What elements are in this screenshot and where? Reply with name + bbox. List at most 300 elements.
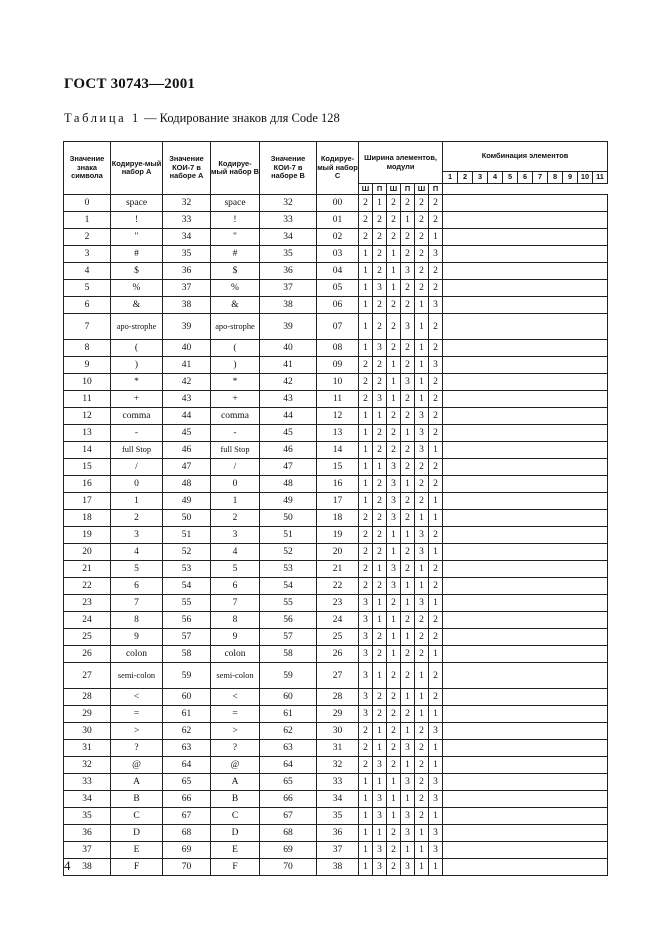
code-c-cell: 25 (317, 629, 359, 646)
code-a-cell: D (111, 825, 163, 842)
space-width-cell: 2 (429, 663, 443, 689)
koi-a-cell: 56 (163, 612, 211, 629)
koi-b-cell: 70 (260, 859, 317, 876)
code-c-cell: 23 (317, 595, 359, 612)
bar-width-cell: 2 (387, 842, 401, 859)
element-combination-cell (443, 774, 608, 791)
koi-b-cell: 49 (260, 493, 317, 510)
symbol-value-cell: 20 (64, 544, 111, 561)
table-row (64, 663, 608, 689)
table-row (64, 595, 608, 612)
space-width-cell: 1 (401, 212, 415, 229)
symbol-value-cell: 33 (64, 774, 111, 791)
code-c-cell: 10 (317, 374, 359, 391)
space-width-cell: 1 (401, 527, 415, 544)
symbol-value-cell: 6 (64, 297, 111, 314)
code-a-cell: % (111, 280, 163, 297)
space-width-cell: 1 (373, 663, 387, 689)
code-c-cell: 27 (317, 663, 359, 689)
koi-a-cell: 34 (163, 229, 211, 246)
element-combination-cell (443, 757, 608, 774)
element-combination-cell (443, 842, 608, 859)
koi-b-cell: 35 (260, 246, 317, 263)
symbol-value-cell: 29 (64, 706, 111, 723)
bar-width-cell: 3 (415, 544, 429, 561)
bar-width-cell: 1 (415, 859, 429, 876)
bar-width-cell: 2 (387, 229, 401, 246)
table-row (64, 314, 608, 340)
element-combination-cell (443, 425, 608, 442)
header-widths: Ширина элементов, модули (359, 142, 443, 184)
bar-width-cell: 1 (415, 297, 429, 314)
module-number-header: 2 (458, 172, 473, 184)
koi-b-cell: 38 (260, 297, 317, 314)
bar-width-cell: 2 (359, 391, 373, 408)
space-width-cell: 2 (429, 408, 443, 425)
space-width-cell: 2 (429, 195, 443, 212)
element-combination-cell (443, 476, 608, 493)
space-width-cell: 2 (373, 629, 387, 646)
code-c-cell: 05 (317, 280, 359, 297)
element-combination-cell (443, 706, 608, 723)
code-b-cell: 2 (211, 510, 260, 527)
space-width-cell: 3 (373, 791, 387, 808)
bar-width-cell: 1 (415, 510, 429, 527)
space-width-cell: 1 (401, 578, 415, 595)
symbol-value-cell: 15 (64, 459, 111, 476)
bar-width-cell: 2 (359, 757, 373, 774)
bar-width-cell: 2 (415, 459, 429, 476)
koi-a-cell: 63 (163, 740, 211, 757)
symbol-value-cell: 28 (64, 689, 111, 706)
koi-a-cell: 32 (163, 195, 211, 212)
element-combination-cell (443, 808, 608, 825)
space-width-cell: 1 (429, 229, 443, 246)
caption-text: — Кодирование знаков для Code 128 (140, 111, 340, 125)
code-a-cell: " (111, 229, 163, 246)
space-width-cell: 1 (429, 595, 443, 612)
space-width-cell: 1 (429, 493, 443, 510)
koi-a-cell: 47 (163, 459, 211, 476)
code-a-cell: full Stop (111, 442, 163, 459)
space-width-cell: 2 (401, 280, 415, 297)
code-c-cell: 29 (317, 706, 359, 723)
table-row (64, 442, 608, 459)
bar-width-cell: 2 (387, 663, 401, 689)
space-width-cell: 2 (429, 612, 443, 629)
symbol-value-cell: 11 (64, 391, 111, 408)
page-number: 4 (64, 858, 71, 873)
header-value: Значение знака символа (64, 142, 111, 195)
bar-width-cell: 1 (415, 561, 429, 578)
code-c-cell: 17 (317, 493, 359, 510)
bar-width-cell: 2 (387, 723, 401, 740)
code-b-cell: / (211, 459, 260, 476)
code-b-cell: ? (211, 740, 260, 757)
code-c-cell: 16 (317, 476, 359, 493)
code-c-cell: 36 (317, 825, 359, 842)
space-width-cell: 2 (429, 689, 443, 706)
code-b-cell: < (211, 689, 260, 706)
space-width-cell: 2 (429, 459, 443, 476)
bar-width-cell: 2 (387, 408, 401, 425)
code-b-cell: colon (211, 646, 260, 663)
code-b-cell: F (211, 859, 260, 876)
module-number-header: 11 (593, 172, 608, 184)
space-width-cell: 2 (401, 195, 415, 212)
symbol-value-cell: 16 (64, 476, 111, 493)
bar-width-cell: 2 (415, 476, 429, 493)
space-width-cell: 3 (429, 297, 443, 314)
bar-width-cell: 3 (415, 425, 429, 442)
bar-width-cell: 2 (387, 757, 401, 774)
element-combination-cell (443, 459, 608, 476)
table-row (64, 561, 608, 578)
space-width-cell: 3 (401, 859, 415, 876)
space-width-cell: 3 (373, 757, 387, 774)
table-row (64, 689, 608, 706)
code128-table (63, 141, 608, 876)
code-a-cell: semi-colon (111, 663, 163, 689)
bar-width-cell: 1 (415, 374, 429, 391)
bar-width-cell: 1 (415, 578, 429, 595)
space-width-cell: 1 (401, 595, 415, 612)
symbol-value-cell: 34 (64, 791, 111, 808)
bar-width-cell: 1 (415, 314, 429, 340)
table-row (64, 297, 608, 314)
space-width-cell: 2 (373, 229, 387, 246)
space-width-cell: 2 (429, 263, 443, 280)
koi-a-cell: 49 (163, 493, 211, 510)
space-width-cell: 1 (429, 757, 443, 774)
code-a-cell: 7 (111, 595, 163, 612)
bar-width-cell: 2 (415, 280, 429, 297)
bar-width-cell: 3 (359, 689, 373, 706)
table-row (64, 425, 608, 442)
space-width-cell: 2 (429, 280, 443, 297)
element-combination-cell (443, 629, 608, 646)
element-combination-cell (443, 229, 608, 246)
bar-width-cell: 1 (359, 246, 373, 263)
code-a-cell: $ (111, 263, 163, 280)
module-number-header: 9 (563, 172, 578, 184)
symbol-value-cell: 14 (64, 442, 111, 459)
table-row (64, 544, 608, 561)
koi-b-cell: 59 (260, 663, 317, 689)
code-c-cell: 24 (317, 612, 359, 629)
code-a-cell: 5 (111, 561, 163, 578)
space-width-cell: 1 (373, 740, 387, 757)
code-b-cell: 3 (211, 527, 260, 544)
module-number-header: 4 (488, 172, 503, 184)
code-a-cell: = (111, 706, 163, 723)
code-b-cell: semi-colon (211, 663, 260, 689)
bar-width-cell: 1 (387, 612, 401, 629)
space-width-cell: 2 (429, 212, 443, 229)
code-c-cell: 22 (317, 578, 359, 595)
bar-width-cell: 2 (387, 340, 401, 357)
code-a-cell: @ (111, 757, 163, 774)
space-width-cell: 1 (401, 842, 415, 859)
space-width-cell: 2 (401, 229, 415, 246)
space-width-cell: 1 (373, 774, 387, 791)
element-combination-cell (443, 723, 608, 740)
code-c-cell: 34 (317, 791, 359, 808)
space-width-cell: 3 (373, 340, 387, 357)
koi-a-cell: 65 (163, 774, 211, 791)
code-c-cell: 33 (317, 774, 359, 791)
code-c-cell: 06 (317, 297, 359, 314)
bar-width-cell: 2 (359, 740, 373, 757)
bar-width-cell: 1 (415, 391, 429, 408)
koi-a-cell: 58 (163, 646, 211, 663)
koi-b-cell: 46 (260, 442, 317, 459)
code-b-cell: ! (211, 212, 260, 229)
code-c-cell: 28 (317, 689, 359, 706)
bar-width-cell: 1 (387, 280, 401, 297)
code-a-cell: ) (111, 357, 163, 374)
space-width-cell: 2 (373, 476, 387, 493)
space-width-cell: 1 (373, 408, 387, 425)
bar-width-cell: 3 (359, 706, 373, 723)
koi-a-cell: 46 (163, 442, 211, 459)
code-c-cell: 12 (317, 408, 359, 425)
bar-width-cell: 1 (359, 859, 373, 876)
space-width-cell: 2 (429, 629, 443, 646)
code-b-cell: 4 (211, 544, 260, 561)
space-width-cell: 2 (401, 493, 415, 510)
space-width-cell: 2 (401, 246, 415, 263)
bar-width-cell: 2 (415, 229, 429, 246)
space-width-cell: 1 (429, 646, 443, 663)
module-number-header: 5 (503, 172, 518, 184)
code-b-cell: E (211, 842, 260, 859)
symbol-value-cell: 9 (64, 357, 111, 374)
code-c-cell: 15 (317, 459, 359, 476)
table-row (64, 229, 608, 246)
code-b-cell: 0 (211, 476, 260, 493)
space-width-cell: 2 (373, 510, 387, 527)
table-row (64, 246, 608, 263)
koi-b-cell: 32 (260, 195, 317, 212)
space-width-cell: 2 (373, 357, 387, 374)
koi-a-cell: 69 (163, 842, 211, 859)
code-b-cell: apo-strophe (211, 314, 260, 340)
element-combination-cell (443, 442, 608, 459)
code-b-cell: $ (211, 263, 260, 280)
koi-b-cell: 66 (260, 791, 317, 808)
space-width-cell: 2 (401, 459, 415, 476)
koi-a-cell: 59 (163, 663, 211, 689)
koi-a-cell: 48 (163, 476, 211, 493)
bar-width-cell: 1 (415, 706, 429, 723)
code-b-cell: comma (211, 408, 260, 425)
code-a-cell: 3 (111, 527, 163, 544)
koi-b-cell: 56 (260, 612, 317, 629)
element-combination-cell (443, 357, 608, 374)
space-width-cell: 3 (401, 774, 415, 791)
code-a-cell: F (111, 859, 163, 876)
table-row (64, 578, 608, 595)
symbol-value-cell: 22 (64, 578, 111, 595)
code-c-cell: 01 (317, 212, 359, 229)
bar-width-cell: 2 (359, 212, 373, 229)
code-c-cell: 07 (317, 314, 359, 340)
element-combination-cell (443, 527, 608, 544)
code-c-cell: 18 (317, 510, 359, 527)
bar-width-cell: 2 (387, 195, 401, 212)
table-row (64, 808, 608, 825)
space-width-cell: 1 (401, 689, 415, 706)
koi-b-cell: 43 (260, 391, 317, 408)
bar-width-cell: 3 (359, 663, 373, 689)
space-width-cell: 3 (373, 859, 387, 876)
space-width-cell: 2 (429, 561, 443, 578)
code-b-cell: C (211, 808, 260, 825)
code-a-cell: / (111, 459, 163, 476)
symbol-value-cell: 12 (64, 408, 111, 425)
space-width-cell: 2 (401, 561, 415, 578)
space-width-cell: 1 (401, 723, 415, 740)
table-row (64, 510, 608, 527)
koi-b-cell: 51 (260, 527, 317, 544)
symbol-value-cell: 18 (64, 510, 111, 527)
code-b-cell: 8 (211, 612, 260, 629)
bar-width-cell: 1 (415, 340, 429, 357)
space-width-cell: 1 (401, 476, 415, 493)
koi-b-cell: 48 (260, 476, 317, 493)
code-a-cell: # (111, 246, 163, 263)
table-row (64, 493, 608, 510)
code-b-cell: - (211, 425, 260, 442)
bar-width-cell: 1 (359, 842, 373, 859)
element-combination-cell (443, 391, 608, 408)
koi-b-cell: 69 (260, 842, 317, 859)
symbol-value-cell: 36 (64, 825, 111, 842)
table-row (64, 459, 608, 476)
code-a-cell: 1 (111, 493, 163, 510)
koi-a-cell: 57 (163, 629, 211, 646)
code-c-cell: 32 (317, 757, 359, 774)
symbol-value-cell: 35 (64, 808, 111, 825)
code-c-cell: 21 (317, 561, 359, 578)
element-combination-cell (443, 510, 608, 527)
koi-b-cell: 55 (260, 595, 317, 612)
koi-a-cell: 36 (163, 263, 211, 280)
space-width-cell: 1 (401, 629, 415, 646)
header-code-b: Кодируе-мый набор B (211, 142, 260, 195)
bar-width-cell: 2 (387, 425, 401, 442)
code-b-cell: space (211, 195, 260, 212)
code-c-cell: 11 (317, 391, 359, 408)
code-b-cell: " (211, 229, 260, 246)
bar-width-cell: 2 (387, 297, 401, 314)
header-code-a: Кодируе-мый набор A (111, 142, 163, 195)
koi-a-cell: 67 (163, 808, 211, 825)
table-row (64, 646, 608, 663)
code-b-cell: = (211, 706, 260, 723)
document-title: ГОСТ 30743—2001 (64, 76, 196, 92)
space-width-cell: 3 (401, 808, 415, 825)
bar-width-cell: 1 (387, 808, 401, 825)
bar-width-cell: 2 (415, 646, 429, 663)
space-width-cell: 2 (401, 408, 415, 425)
space-width-cell: 2 (429, 374, 443, 391)
element-combination-cell (443, 791, 608, 808)
space-width-cell: 1 (429, 859, 443, 876)
symbol-value-cell: 38 (64, 859, 111, 876)
space-width-cell: 1 (429, 442, 443, 459)
space-width-cell: 3 (401, 314, 415, 340)
code-a-cell: < (111, 689, 163, 706)
element-combination-cell (443, 825, 608, 842)
koi-b-cell: 53 (260, 561, 317, 578)
koi-a-cell: 45 (163, 425, 211, 442)
code-c-cell: 26 (317, 646, 359, 663)
bar-width-cell: 1 (387, 357, 401, 374)
code-b-cell: * (211, 374, 260, 391)
koi-b-cell: 39 (260, 314, 317, 340)
symbol-value-cell: 31 (64, 740, 111, 757)
koi-a-cell: 37 (163, 280, 211, 297)
code-b-cell: 7 (211, 595, 260, 612)
code-a-cell: > (111, 723, 163, 740)
bar-width-cell: 2 (359, 510, 373, 527)
space-width-cell: 2 (373, 314, 387, 340)
space-width-cell: 1 (401, 791, 415, 808)
koi-a-cell: 33 (163, 212, 211, 229)
code-c-cell: 20 (317, 544, 359, 561)
koi-b-cell: 34 (260, 229, 317, 246)
code-a-cell: B (111, 791, 163, 808)
koi-a-cell: 44 (163, 408, 211, 425)
koi-a-cell: 41 (163, 357, 211, 374)
table-row (64, 706, 608, 723)
space-width-cell: 1 (373, 459, 387, 476)
koi-a-cell: 52 (163, 544, 211, 561)
space-width-cell: 2 (429, 578, 443, 595)
code-b-cell: D (211, 825, 260, 842)
bar-width-cell: 2 (387, 314, 401, 340)
element-combination-cell (443, 212, 608, 229)
bar-width-cell: 2 (415, 723, 429, 740)
bar-width-cell: 2 (415, 740, 429, 757)
code-a-cell: ? (111, 740, 163, 757)
koi-b-cell: 44 (260, 408, 317, 425)
code-b-cell: + (211, 391, 260, 408)
bar-width-cell: 1 (387, 246, 401, 263)
bar-width-cell: 2 (415, 212, 429, 229)
header-koi-a: Значение КОИ-7 в наборе A (163, 142, 211, 195)
table-row (64, 825, 608, 842)
bar-width-cell: 1 (387, 374, 401, 391)
element-combination-cell (443, 689, 608, 706)
space-width-cell: 2 (429, 314, 443, 340)
table-caption (64, 111, 340, 126)
space-width-cell: 2 (373, 425, 387, 442)
table-row (64, 842, 608, 859)
space-width-cell: 2 (373, 297, 387, 314)
element-combination-cell (443, 340, 608, 357)
table-row (64, 340, 608, 357)
table-row (64, 791, 608, 808)
code-a-cell: 9 (111, 629, 163, 646)
bar-width-cell: 1 (359, 459, 373, 476)
symbol-value-cell: 4 (64, 263, 111, 280)
code-a-cell: + (111, 391, 163, 408)
table-row (64, 629, 608, 646)
space-width-cell: 3 (429, 825, 443, 842)
